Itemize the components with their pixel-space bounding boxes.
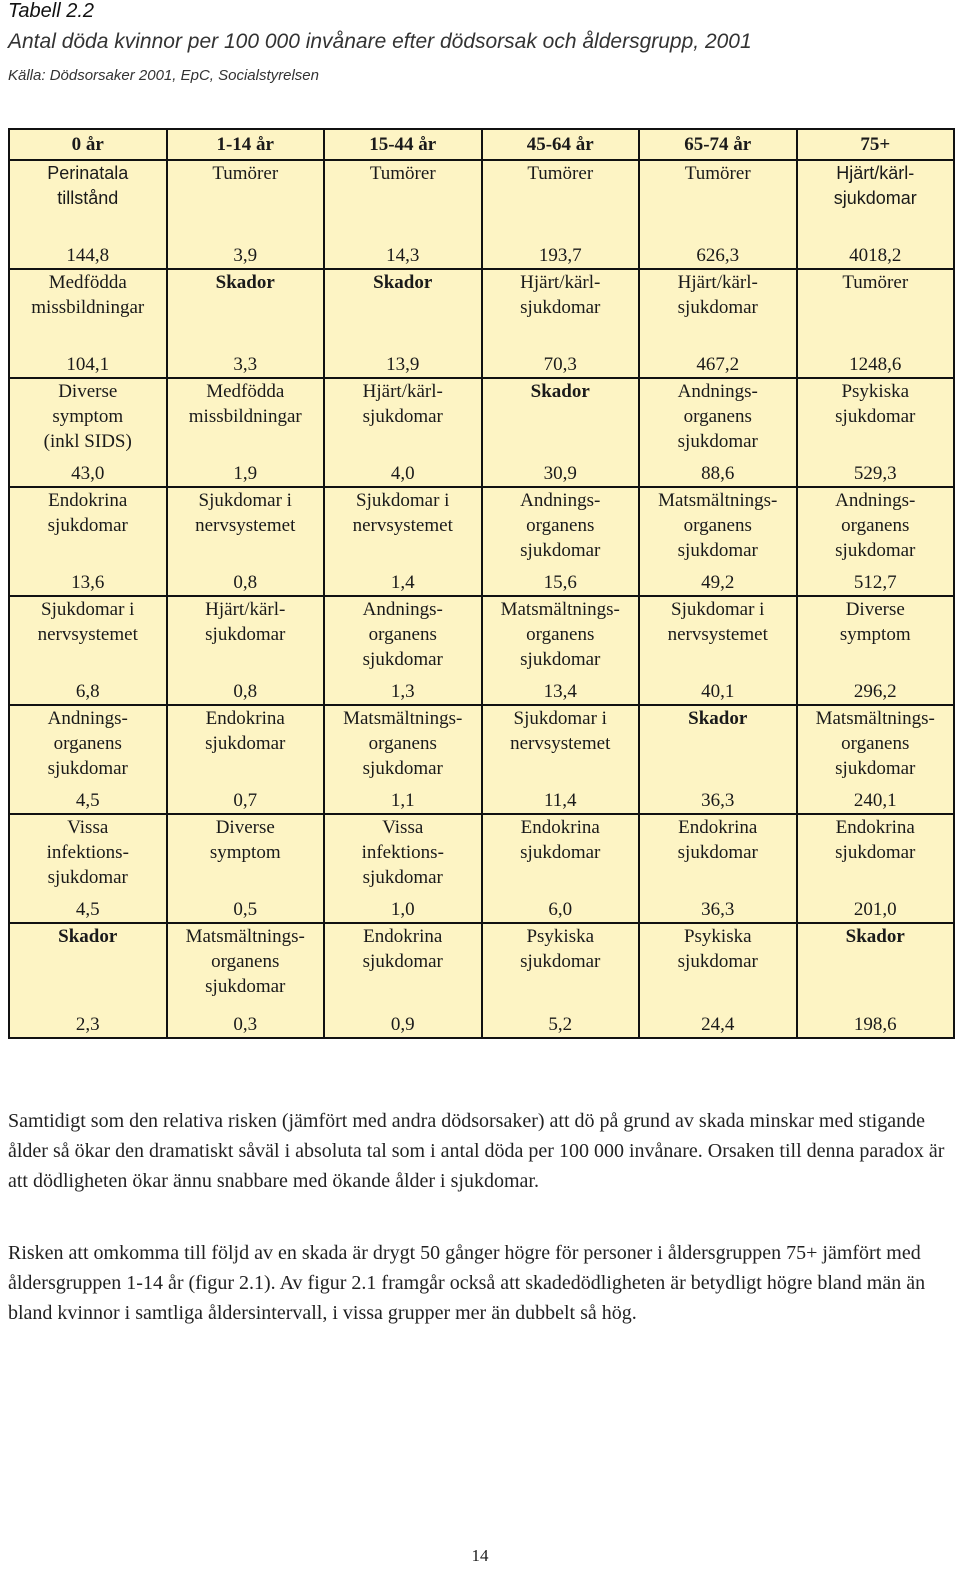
rate-value: 0,8 <box>233 681 258 702</box>
cause-label: Perinatala tillstånd <box>47 163 129 208</box>
table-cell <box>9 160 167 269</box>
cause-label: Endokrina sjukdomar <box>835 817 916 863</box>
col-header: 0 år <box>9 129 167 160</box>
rate-value: 2,3 <box>75 1014 100 1035</box>
rate-value: 240,1 <box>853 790 897 811</box>
rate-value: 15,6 <box>543 572 577 593</box>
cause-label: Endokrina sjukdomar <box>205 708 286 754</box>
table-row <box>9 596 954 705</box>
cause-label: Sjukdomar i nervsystemet <box>352 490 453 536</box>
rate-value: 144,8 <box>66 245 110 266</box>
body-paragraph: Risken att omkomma till följd av en skada är drygt 50 gånger högre för personer i åldersgruppen 75+ jämfört med åldersgruppen 1-14 år (figur 2.1). Av figur 2.1 framgår också att skadedödligheten är betydligt högre bland män än bland kvinnor i samtliga åldersintervall, i vissa grupper mer än dubbelt så hög. <box>8 1242 926 1324</box>
table-cell <box>797 596 955 705</box>
cause-label: Endokrina sjukdomar <box>677 817 758 863</box>
rate-value: 43,0 <box>71 463 105 484</box>
rate-value: 296,2 <box>853 681 897 702</box>
table-cell <box>9 596 167 705</box>
table-cell <box>9 814 167 923</box>
table-row <box>9 378 954 487</box>
rate-value: 70,3 <box>543 354 577 375</box>
cause-label: Sjukdomar i nervsystemet <box>37 599 138 645</box>
cause-label: Andnings- organens sjukdomar <box>520 490 601 561</box>
table-cell <box>482 923 640 1038</box>
rate-value: 4018,2 <box>849 245 902 266</box>
cause-label: Andnings- organens sjukdomar <box>677 381 758 452</box>
cause-label: Matsmältnings- organens sjukdomar <box>815 708 935 779</box>
rate-value: 0,3 <box>233 1014 258 1035</box>
cause-label: Tumörer <box>684 163 751 184</box>
col-header: 75+ <box>797 129 955 160</box>
table-row <box>9 487 954 596</box>
cause-label: Skador <box>530 381 590 402</box>
table-cell <box>639 378 797 487</box>
table-cell <box>324 378 482 487</box>
rate-value: 3,3 <box>233 354 258 375</box>
cause-label: Endokrina sjukdomar <box>520 817 601 863</box>
rate-value: 0,8 <box>233 572 258 593</box>
table-cell <box>9 923 167 1038</box>
rate-value: 24,4 <box>701 1014 735 1035</box>
table-cell <box>9 378 167 487</box>
cause-label: Andnings- organens sjukdomar <box>47 708 128 779</box>
table-cell <box>324 923 482 1038</box>
rate-value: 4,5 <box>75 899 100 920</box>
cause-label: Skador <box>215 272 275 293</box>
table-cell <box>639 596 797 705</box>
rate-value: 1,4 <box>390 572 415 593</box>
rate-value: 1,9 <box>233 463 258 484</box>
rate-value: 0,5 <box>233 899 258 920</box>
cause-label: Diverse symptom (inkl SIDS) <box>43 381 132 452</box>
cause-label: Matsmältnings- organens sjukdomar <box>185 926 305 997</box>
cause-label: Skador <box>845 926 905 947</box>
cause-label: Vissa infektions- sjukdomar <box>46 817 129 888</box>
cause-label: Medfödda missbildningar <box>31 272 145 318</box>
table-cell <box>797 487 955 596</box>
rate-value: 3,9 <box>233 245 258 266</box>
cause-label: Andnings- organens sjukdomar <box>362 599 443 670</box>
cause-label: Sjukdomar i nervsystemet <box>667 599 768 645</box>
cause-label: Skador <box>688 708 748 729</box>
table-cell <box>324 160 482 269</box>
cause-label: Hjärt/kärl- sjukdomar <box>677 272 758 318</box>
table-cell <box>167 923 325 1038</box>
table-cell <box>639 814 797 923</box>
table-row <box>9 923 954 1038</box>
cause-label: Tumörer <box>842 272 909 293</box>
table-cell <box>797 705 955 814</box>
table-cell <box>482 814 640 923</box>
table-cell <box>167 705 325 814</box>
table-cell <box>639 269 797 378</box>
cause-label: Psykiska sjukdomar <box>677 926 758 972</box>
table-cell <box>324 487 482 596</box>
rate-value: 14,3 <box>386 245 420 266</box>
cause-label: Skador <box>373 272 433 293</box>
col-header: 1-14 år <box>167 129 325 160</box>
table-cell <box>797 923 955 1038</box>
table-cell <box>482 269 640 378</box>
table-source: Källa: Dödsorsaker 2001, EpC, Socialstyrelsen <box>8 67 319 84</box>
table-title: Antal döda kvinnor per 100 000 invånare efter dödsorsak och åldersgrupp, 2001 <box>8 30 752 53</box>
page-number: 14 <box>471 1546 489 1565</box>
table-cell <box>324 705 482 814</box>
rate-value: 0,9 <box>390 1014 415 1035</box>
table-cell <box>797 378 955 487</box>
header-row <box>9 129 954 160</box>
table-cell <box>167 378 325 487</box>
table-cell <box>167 160 325 269</box>
cause-label: Tumörer <box>527 163 594 184</box>
rate-value: 512,7 <box>853 572 897 593</box>
cause-label: Psykiska sjukdomar <box>835 381 916 427</box>
cause-label: Sjukdomar i nervsystemet <box>195 490 296 536</box>
cause-label: Endokrina sjukdomar <box>47 490 128 536</box>
table-cell <box>639 160 797 269</box>
cause-label: Hjärt/kärl- sjukdomar <box>833 163 917 208</box>
table-cell <box>482 705 640 814</box>
table-cell <box>797 269 955 378</box>
rate-value: 6,0 <box>548 899 573 920</box>
cause-label: Diverse symptom <box>839 599 911 645</box>
body-paragraph: Samtidigt som den relativa risken (jämfört med andra dödsorsaker) att dö på grund av skada minskar med stigande ålder så ökar den dramatiskt såväl i absoluta tal som i antal döda per 100 000 invånare. Orsaken till denna paradox är att dödligheten ökar ännu snabbare med ökande ålder i sjukdomar. <box>8 1110 945 1192</box>
rate-value: 5,2 <box>548 1014 573 1035</box>
cause-label: Skador <box>58 926 118 947</box>
cause-label: Matsmältnings- organens sjukdomar <box>658 490 778 561</box>
rate-value: 1248,6 <box>849 354 902 375</box>
col-header: 15-44 år <box>324 129 482 160</box>
rate-value: 1,1 <box>390 790 415 811</box>
table-row <box>9 269 954 378</box>
table-cell <box>9 269 167 378</box>
rate-value: 11,4 <box>543 790 577 811</box>
rate-value: 13,6 <box>71 572 105 593</box>
table-cell <box>797 160 955 269</box>
rate-value: 88,6 <box>701 463 735 484</box>
table-cell <box>797 814 955 923</box>
rate-value: 30,9 <box>543 463 577 484</box>
mortality-table <box>8 128 955 1039</box>
rate-value: 36,3 <box>701 899 735 920</box>
cause-label: Tumörer <box>212 163 279 184</box>
table-cell <box>482 487 640 596</box>
cause-label: Hjärt/kärl- sjukdomar <box>362 381 443 427</box>
table-cell <box>639 487 797 596</box>
rate-value: 529,3 <box>853 463 897 484</box>
rate-value: 201,0 <box>853 899 897 920</box>
table-cell <box>482 596 640 705</box>
table-cell <box>324 814 482 923</box>
cause-label: Hjärt/kärl- sjukdomar <box>205 599 286 645</box>
rate-value: 0,7 <box>233 790 258 811</box>
table-cell <box>482 160 640 269</box>
table-cell <box>9 705 167 814</box>
table-row <box>9 814 954 923</box>
table-cell <box>167 814 325 923</box>
rate-value: 13,4 <box>543 681 577 702</box>
col-header: 65-74 år <box>639 129 797 160</box>
table-cell <box>167 596 325 705</box>
rate-value: 49,2 <box>701 572 735 593</box>
table-label: Tabell 2.2 <box>8 0 94 22</box>
rate-value: 1,3 <box>390 681 415 702</box>
cause-label: Medfödda missbildningar <box>188 381 302 427</box>
cause-label: Diverse symptom <box>209 817 281 863</box>
rate-value: 467,2 <box>696 354 740 375</box>
cause-label: Psykiska sjukdomar <box>520 926 601 972</box>
rate-value: 1,0 <box>390 899 415 920</box>
rate-value: 104,1 <box>66 354 110 375</box>
rate-value: 626,3 <box>696 245 740 266</box>
table-row <box>9 160 954 269</box>
cause-label: Andnings- organens sjukdomar <box>835 490 916 561</box>
col-header: 45-64 år <box>482 129 640 160</box>
table-cell <box>324 269 482 378</box>
rate-value: 6,8 <box>75 681 100 702</box>
cause-label: Endokrina sjukdomar <box>362 926 443 972</box>
cause-label: Hjärt/kärl- sjukdomar <box>520 272 601 318</box>
cause-label: Sjukdomar i nervsystemet <box>510 708 611 754</box>
table-cell <box>167 269 325 378</box>
rate-value: 198,6 <box>853 1014 897 1035</box>
cause-label: Matsmältnings- organens sjukdomar <box>343 708 463 779</box>
rate-value: 13,9 <box>386 354 420 375</box>
cause-label: Matsmältnings- organens sjukdomar <box>500 599 620 670</box>
table-row <box>9 705 954 814</box>
table-cell <box>482 378 640 487</box>
table-cell <box>324 596 482 705</box>
cause-label: Tumörer <box>369 163 436 184</box>
rate-value: 40,1 <box>701 681 735 702</box>
cause-label: Vissa infektions- sjukdomar <box>361 817 444 888</box>
rate-value: 4,5 <box>75 790 100 811</box>
table-cell <box>9 487 167 596</box>
table-cell <box>639 923 797 1038</box>
table-cell <box>639 705 797 814</box>
table-cell <box>167 487 325 596</box>
rate-value: 4,0 <box>390 463 415 484</box>
rate-value: 36,3 <box>701 790 735 811</box>
rate-value: 193,7 <box>538 245 582 266</box>
